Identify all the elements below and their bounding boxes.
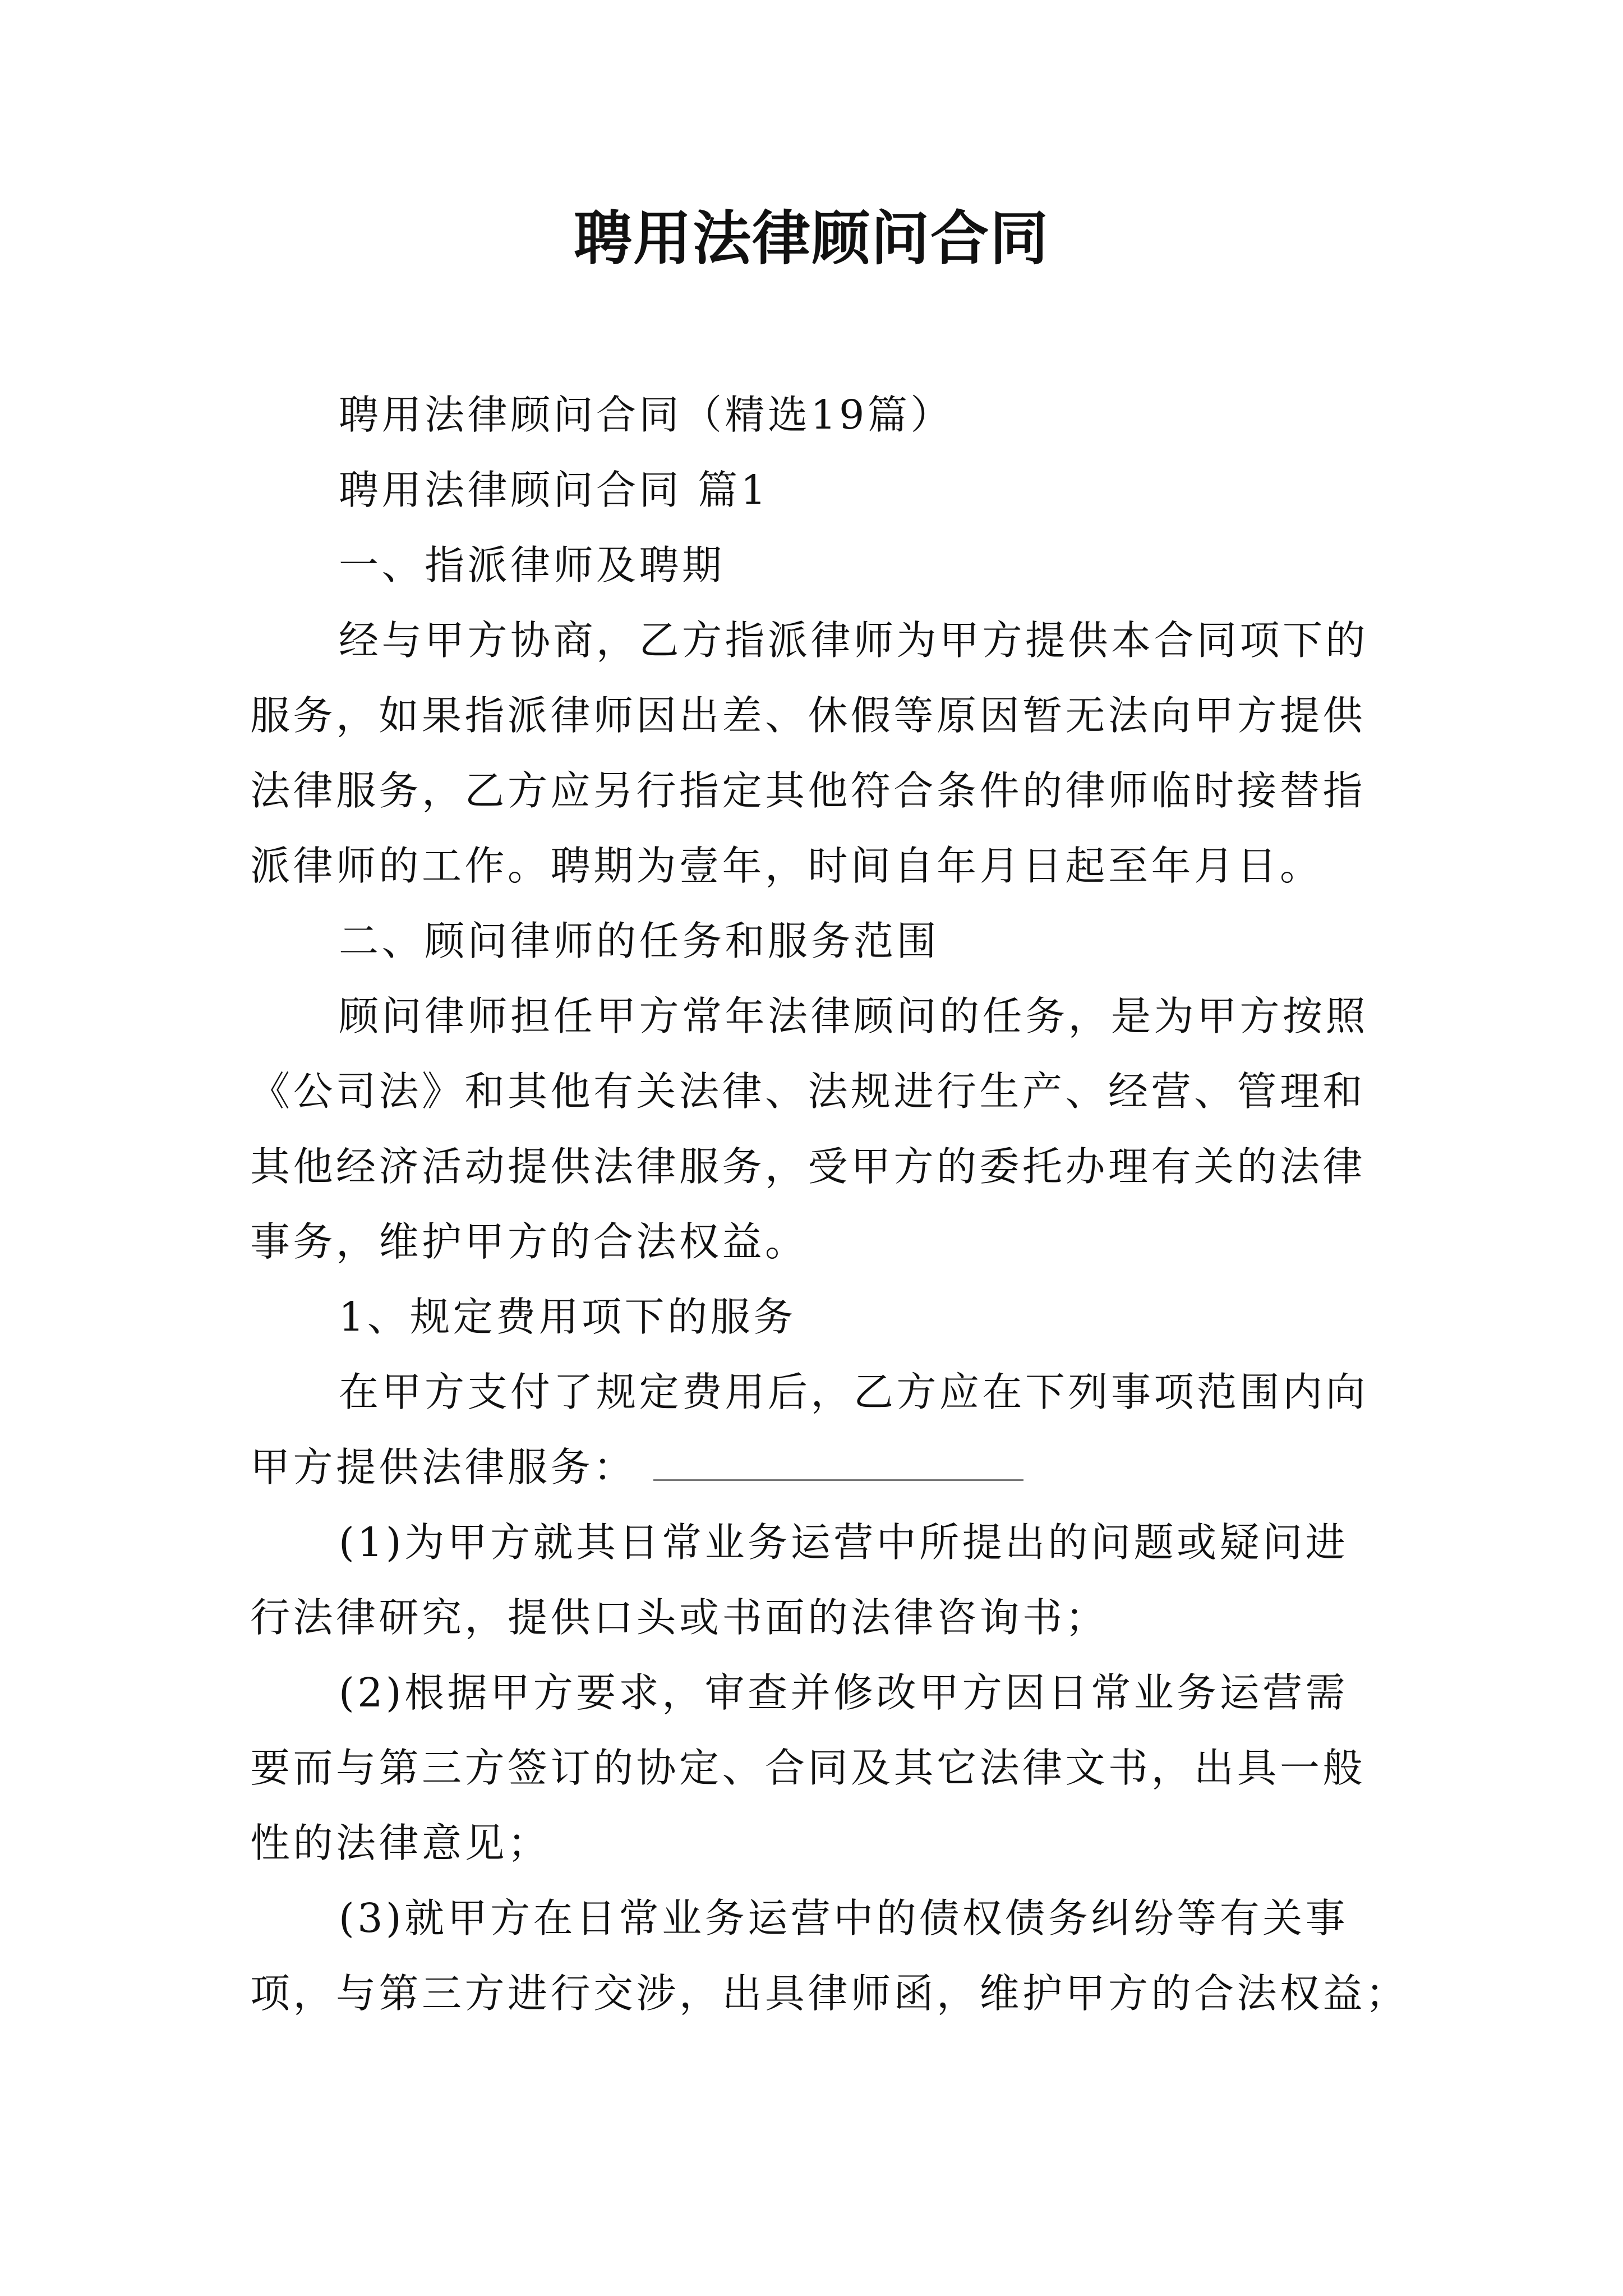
paragraph-line: 《公司法》和其他有关法律、法规进行生产、经营、管理和 [250, 1068, 1366, 1115]
sub-clause-heading: 1、规定费用项下的服务 [339, 1294, 796, 1340]
paragraph-line: 其他经济活动提供法律服务，受甲方的委托办理有关的法律 [250, 1143, 1366, 1190]
list-item-line: 性的法律意见； [250, 1820, 551, 1866]
clause-heading-2: 二、顾问律师的任务和服务范围 [339, 918, 940, 964]
paragraph-line: 派律师的工作。聘期为壹年，时间自年月日起至年月日。 [250, 843, 1323, 889]
document-title: 聘用法律顾问合同 [573, 204, 1049, 273]
list-item-line: 项，与第三方进行交涉，出具律师函，维护甲方的合法权益； [250, 1970, 1409, 2017]
paragraph-line-with-blank [250, 1445, 1389, 1490]
section-heading-part-1: 聘用法律顾问合同 篇1 [339, 467, 769, 513]
list-item-line: (1)为甲方就其日常业务运营中所提出的问题或疑问进 [339, 1519, 1349, 1566]
subtitle-line: 聘用法律顾问合同（精选19篇） [339, 392, 953, 438]
list-item-line: 要而与第三方签订的协定、合同及其它法律文书，出具一般 [250, 1745, 1366, 1791]
list-item-line: 行法律研究，提供口头或书面的法律咨询书； [250, 1594, 1109, 1641]
paragraph-text: 甲方提供法律服务： [250, 1444, 637, 1490]
paragraph-line: 经与甲方协商，乙方指派律师为甲方提供本合同项下的 [339, 617, 1369, 664]
paragraph-line: 在甲方支付了规定费用后，乙方应在下列事项范围内向 [339, 1369, 1369, 1415]
paragraph-line: 服务，如果指派律师因出差、休假等原因暂无法向甲方提供 [250, 692, 1366, 739]
paragraph-line: 顾问律师担任甲方常年法律顾问的任务，是为甲方按照 [339, 993, 1369, 1039]
clause-heading-1: 一、指派律师及聘期 [339, 542, 725, 588]
list-item-line: (3)就甲方在日常业务运营中的债权债务纠纷等有关事 [339, 1895, 1349, 1941]
list-item-line: (2)根据甲方要求，审查并修改甲方因日常业务运营需 [339, 1669, 1349, 1716]
paragraph-line: 事务，维护甲方的合法权益。 [250, 1218, 808, 1265]
paragraph-line: 法律服务，乙方应另行指定其他符合条件的律师临时接替指 [250, 767, 1366, 814]
fill-in-blank-line [653, 1477, 1023, 1481]
